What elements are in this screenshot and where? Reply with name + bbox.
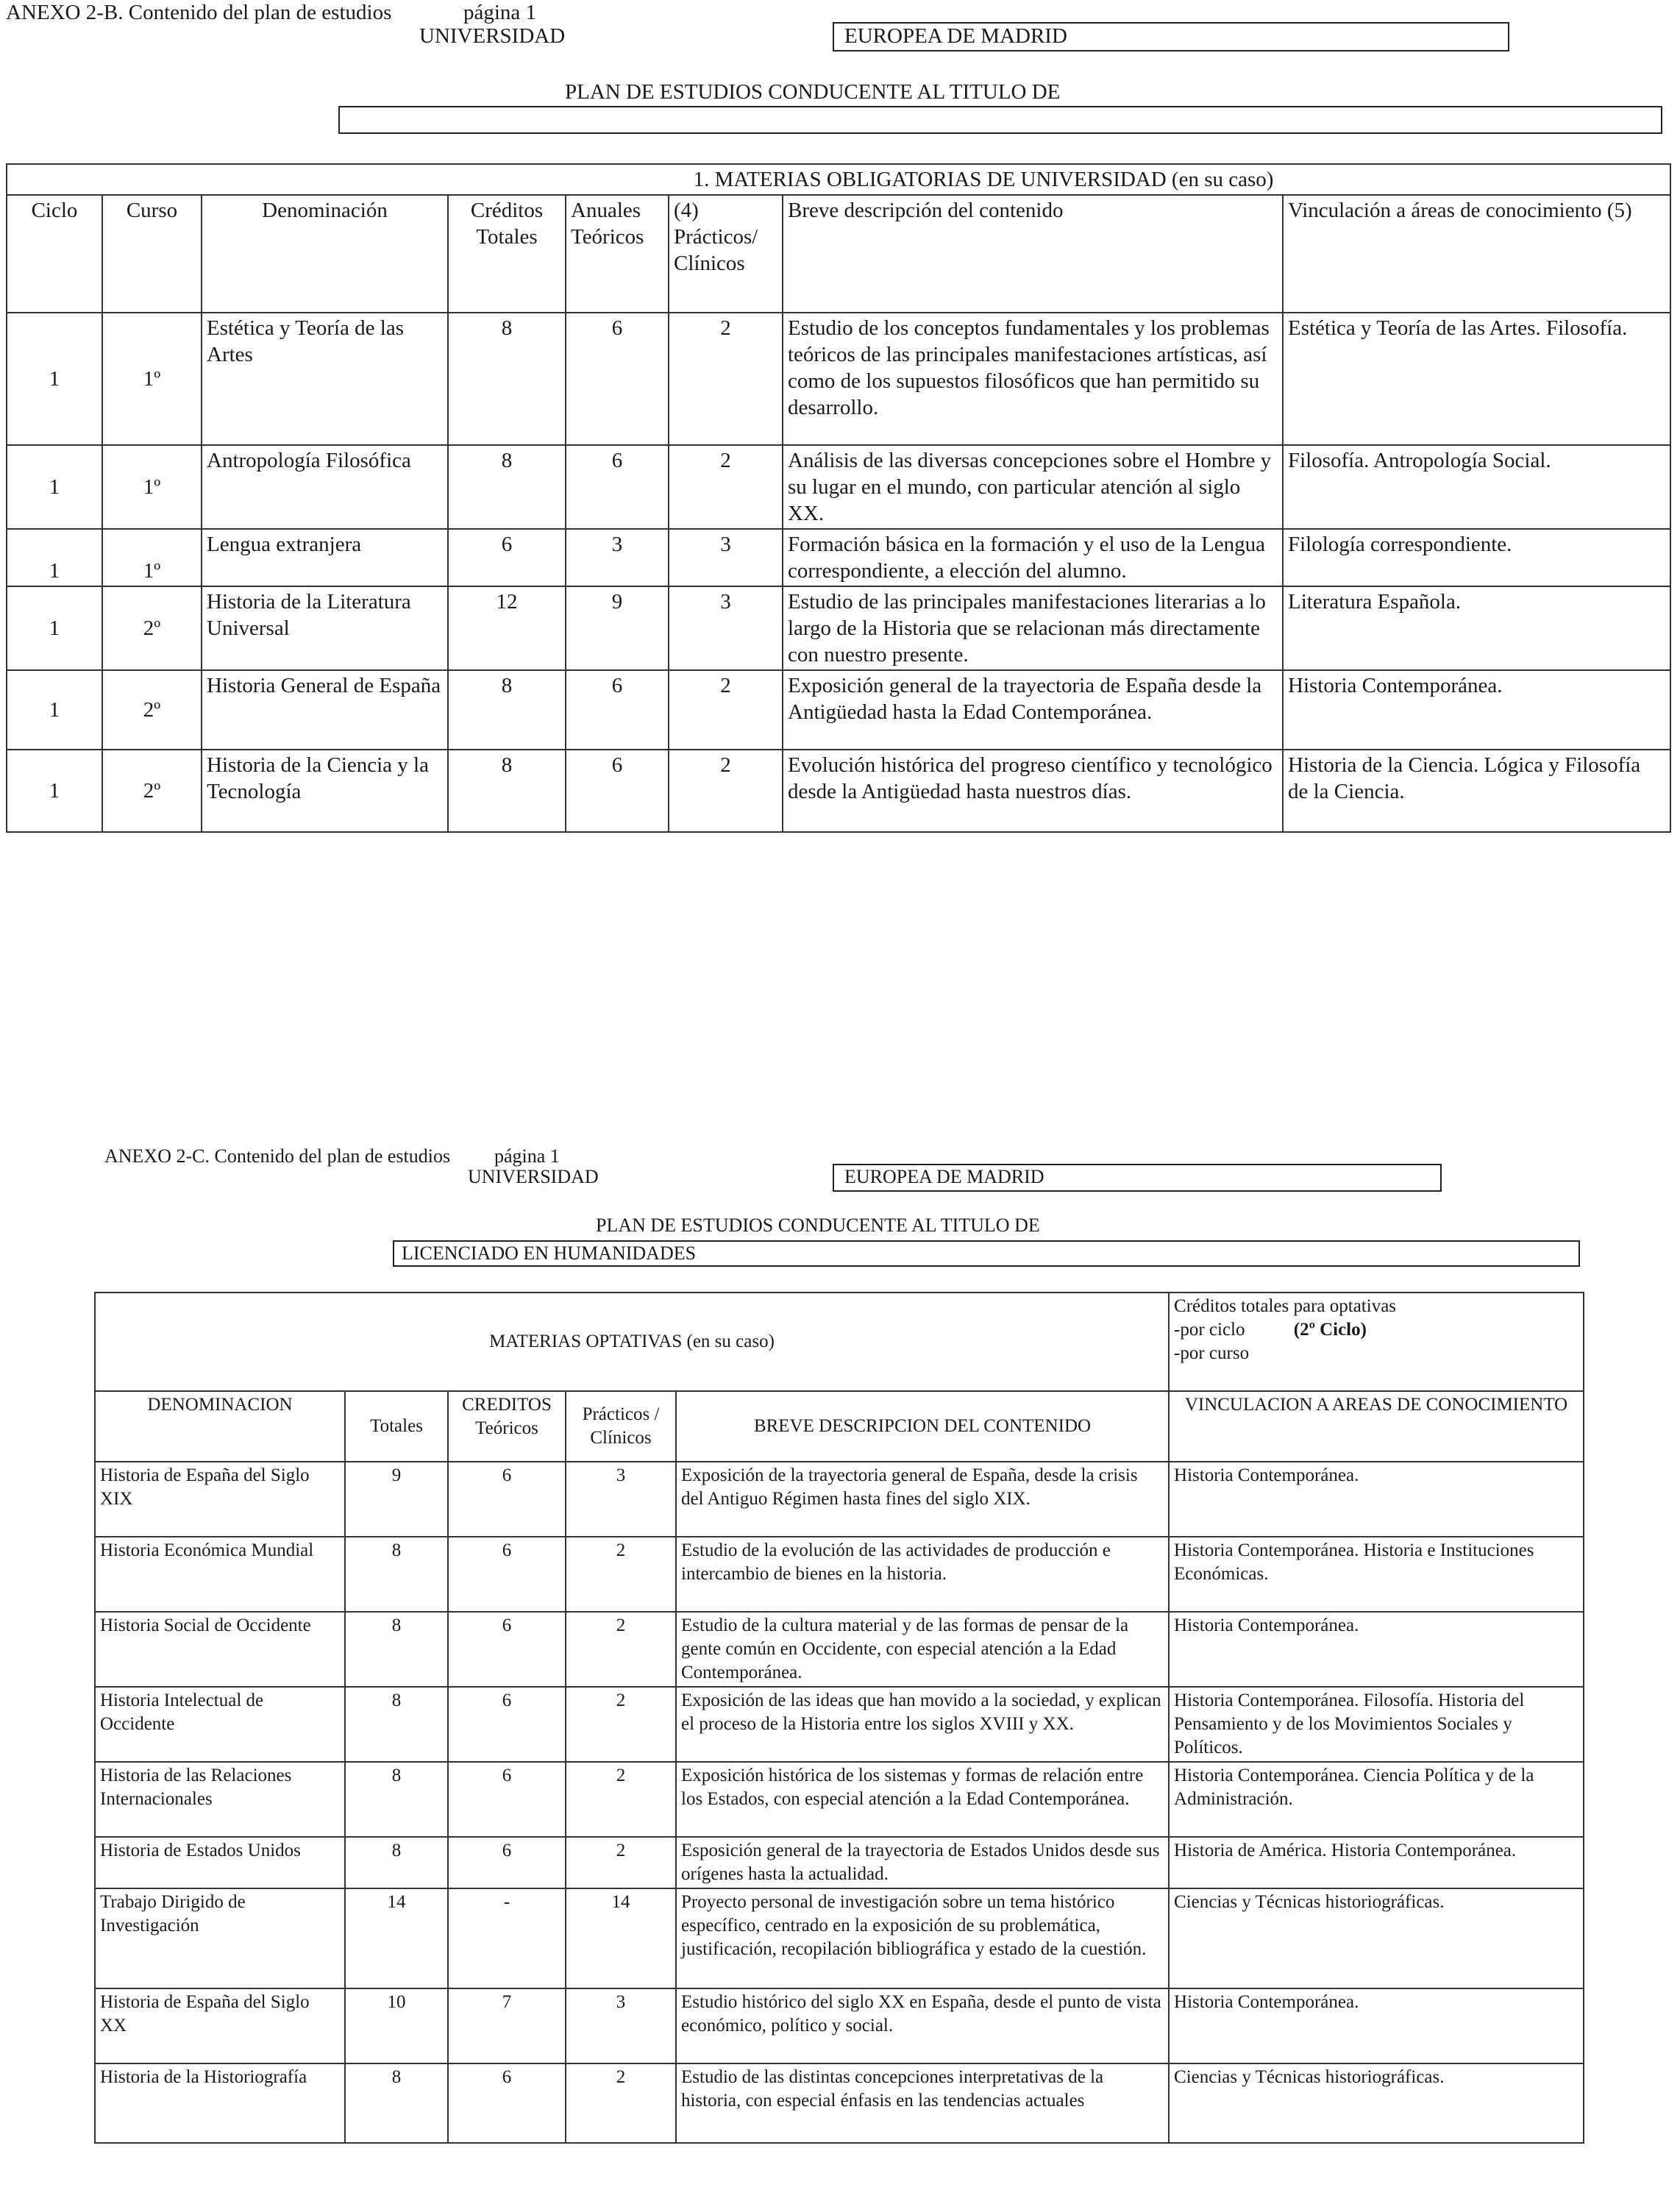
header-creditos-label: CREDITOS bbox=[462, 1395, 552, 1415]
cell-practicos: 2 bbox=[566, 1612, 676, 1687]
cell-teoricos: 6 bbox=[448, 1537, 566, 1612]
cell-ciclo: 1 bbox=[7, 529, 102, 586]
university-value: EUROPEA DE MADRID bbox=[844, 1166, 1044, 1187]
cell-vinculacion: Historia Contemporánea. Historia e Instituciones Económicas. bbox=[1169, 1537, 1584, 1612]
cell-curso: 1º bbox=[102, 313, 202, 445]
cell-descripcion: Exposición de la trayectoria general de España, desde la crisis del Antiguo Régimen hasta fines del siglo XIX. bbox=[676, 1462, 1169, 1537]
cell-descripcion: Proyecto personal de investigación sobre un tema histórico específico, centrado en la exposición de su problemática, justificación, recopilación bibliográfica y estado de la cuestión. bbox=[676, 1888, 1169, 1988]
cell-descripcion: Estudio de los conceptos fundamentales y los problemas teóricos de las principales manifestaciones artísticas, así como de los supuestos filosóficos que han permitido su desarrollo. bbox=[783, 313, 1283, 445]
university-value: EUROPEA DE MADRID bbox=[844, 24, 1067, 48]
cell-descripcion: Formación básica en la formación y el uso de la Lengua correspondiente, a elección del alumno. bbox=[783, 529, 1283, 586]
cell-totales: 8 bbox=[448, 445, 566, 529]
cell-practicos: 3 bbox=[669, 529, 783, 586]
cell-teoricos: 6 bbox=[448, 1462, 566, 1537]
cell-denominacion: Historia de las Relaciones Internacionales bbox=[95, 1762, 345, 1837]
header-denominacion: Denominación bbox=[202, 195, 448, 313]
cell-curso: 1º bbox=[102, 529, 202, 586]
header-vinculacion: VINCULACION A AREAS DE CONOCIMIENTO bbox=[1169, 1391, 1584, 1462]
table-row bbox=[95, 1612, 1584, 1687]
header-creditos bbox=[448, 1391, 566, 1462]
section-title: 1. MATERIAS OBLIGATORIAS DE UNIVERSIDAD (en su caso) bbox=[7, 164, 1670, 195]
cell-vinculacion: Ciencias y Técnicas historiográficas. bbox=[1169, 2063, 1584, 2143]
cell-teoricos: 6 bbox=[566, 313, 669, 445]
cell-descripcion: Estudio de la evolución de las actividades de producción e intercambio de bienes en la historia. bbox=[676, 1537, 1169, 1612]
cell-vinculacion: Historia Contemporánea. Ciencia Política y de la Administración. bbox=[1169, 1762, 1584, 1837]
cell-totales: 8 bbox=[345, 1687, 448, 1762]
header-vinculacion: Vinculación a áreas de conocimiento (5) bbox=[1283, 195, 1670, 313]
cell-practicos: 2 bbox=[566, 1762, 676, 1837]
cell-teoricos: 6 bbox=[448, 1762, 566, 1837]
cell-teoricos: 6 bbox=[448, 2063, 566, 2143]
cell-descripcion: Esposición general de la trayectoria de Estados Unidos desde sus orígenes hasta la actualidad. bbox=[676, 1837, 1169, 1888]
cell-teoricos: 6 bbox=[566, 750, 669, 832]
annex-label: ANEXO 2-C. Contenido del plan de estudios bbox=[104, 1145, 451, 1167]
header-practicos: Prácticos / Clínicos bbox=[566, 1391, 676, 1462]
cell-practicos: 14 bbox=[566, 1888, 676, 1988]
cell-descripcion: Estudio de la cultura material y de las formas de pensar de la gente común en Occidente, con especial atención a la Edad Contemporánea. bbox=[676, 1612, 1169, 1687]
cell-ciclo: 1 bbox=[7, 445, 102, 529]
credits-line2-value: (2º Ciclo) bbox=[1293, 1320, 1367, 1340]
cell-teoricos: 7 bbox=[448, 1988, 566, 2063]
header-anuales-teoricos: Anuales Teóricos bbox=[566, 195, 669, 313]
cell-vinculacion: Literatura Española. bbox=[1283, 586, 1670, 670]
cell-vinculacion: Filología correspondiente. bbox=[1283, 529, 1670, 586]
cell-vinculacion: Historia Contemporánea. bbox=[1169, 1462, 1584, 1537]
cell-totales: 8 bbox=[345, 1612, 448, 1687]
table-row bbox=[95, 1988, 1584, 2063]
cell-totales: 8 bbox=[448, 313, 566, 445]
table-row bbox=[95, 2063, 1584, 2143]
cell-descripcion: Estudio de las distintas concepciones interpretativas de la historia, con especial énfasis en las tendencias actuales bbox=[676, 2063, 1169, 2143]
credits-line2: -por ciclo bbox=[1174, 1320, 1245, 1340]
cell-totales: 8 bbox=[345, 1537, 448, 1612]
cell-practicos: 2 bbox=[669, 670, 783, 750]
cell-descripcion: Exposición de las ideas que han movido a la sociedad, y explican el proceso de la Historia entre los siglos XVIII y XX. bbox=[676, 1687, 1169, 1762]
table-row bbox=[7, 586, 1670, 670]
cell-vinculacion: Historia Contemporánea. bbox=[1169, 1988, 1584, 2063]
cell-teoricos: 6 bbox=[566, 670, 669, 750]
credits-line3: -por curso bbox=[1174, 1343, 1250, 1363]
table-row bbox=[95, 1762, 1584, 1837]
university-label: UNIVERSIDAD bbox=[468, 1166, 599, 1187]
optional-subjects-table bbox=[94, 1292, 1584, 2144]
cell-denominacion: Antropología Filosófica bbox=[202, 445, 448, 529]
header-practicos: (4) Prácticos/ Clínicos bbox=[669, 195, 783, 313]
cell-practicos: 2 bbox=[566, 2063, 676, 2143]
cell-practicos: 3 bbox=[669, 586, 783, 670]
cell-curso: 2º bbox=[102, 670, 202, 750]
header-descripcion: Breve descripción del contenido bbox=[783, 195, 1283, 313]
credits-box bbox=[1169, 1293, 1584, 1391]
plan-title: PLAN DE ESTUDIOS CONDUCENTE AL TITULO DE bbox=[565, 80, 1061, 104]
cell-ciclo: 1 bbox=[7, 313, 102, 445]
header-creditos-totales: Créditos Totales bbox=[448, 195, 566, 313]
table-row bbox=[7, 529, 1670, 586]
cell-teoricos: 6 bbox=[448, 1837, 566, 1888]
cell-totales: 8 bbox=[448, 750, 566, 832]
cell-practicos: 3 bbox=[566, 1462, 676, 1537]
cell-vinculacion: Estética y Teoría de las Artes. Filosofía. bbox=[1283, 313, 1670, 445]
cell-descripcion: Exposición histórica de los sistemas y formas de relación entre los Estados, con especial atención a la Edad Contemporánea. bbox=[676, 1762, 1169, 1837]
page-label: página 1 bbox=[494, 1145, 560, 1167]
cell-practicos: 3 bbox=[566, 1988, 676, 2063]
cell-totales: 8 bbox=[345, 1837, 448, 1888]
cell-curso: 1º bbox=[102, 445, 202, 529]
header-descripcion: BREVE DESCRIPCION DEL CONTENIDO bbox=[676, 1391, 1169, 1462]
cell-vinculacion: Historia de la Ciencia. Lógica y Filosofía de la Ciencia. bbox=[1283, 750, 1670, 832]
cell-practicos: 2 bbox=[566, 1537, 676, 1612]
cell-practicos: 2 bbox=[669, 445, 783, 529]
cell-practicos: 2 bbox=[669, 313, 783, 445]
cell-descripcion: Exposición general de la trayectoria de España desde la Antigüedad hasta la Edad Contemporánea. bbox=[783, 670, 1283, 750]
cell-ciclo: 1 bbox=[7, 750, 102, 832]
credits-line1: Créditos totales para optativas bbox=[1174, 1296, 1397, 1316]
cell-ciclo: 1 bbox=[7, 670, 102, 750]
cell-denominacion: Historia de España del Siglo XIX bbox=[95, 1462, 345, 1537]
cell-curso: 2º bbox=[102, 586, 202, 670]
table-row bbox=[95, 1687, 1584, 1762]
cell-ciclo: 1 bbox=[7, 586, 102, 670]
cell-denominacion: Historia de la Ciencia y la Tecnología bbox=[202, 750, 448, 832]
cell-vinculacion: Historia de América. Historia Contemporánea. bbox=[1169, 1837, 1584, 1888]
university-field bbox=[833, 22, 1509, 51]
table-row bbox=[95, 1837, 1584, 1888]
cell-vinculacion: Historia Contemporánea. bbox=[1169, 1612, 1584, 1687]
cell-denominacion: Historia de España del Siglo XX bbox=[95, 1988, 345, 2063]
cell-denominacion: Historia Social de Occidente bbox=[95, 1612, 345, 1687]
cell-denominacion: Historia Intelectual de Occidente bbox=[95, 1687, 345, 1762]
table-row bbox=[7, 313, 1670, 445]
cell-vinculacion: Filosofía. Antropología Social. bbox=[1283, 445, 1670, 529]
cell-denominacion: Historia de la Literatura Universal bbox=[202, 586, 448, 670]
cell-practicos: 2 bbox=[669, 750, 783, 832]
cell-descripcion: Análisis de las diversas concepciones sobre el Hombre y su lugar en el mundo, con particular atención al siglo XX. bbox=[783, 445, 1283, 529]
cell-denominacion: Historia General de España bbox=[202, 670, 448, 750]
header-ciclo: Ciclo bbox=[7, 195, 102, 313]
cell-descripcion: Estudio histórico del siglo XX en España, desde el punto de vista económico, político y social. bbox=[676, 1988, 1169, 2063]
cell-descripcion: Evolución histórica del progreso científico y tecnológico desde la Antigüedad hasta nuestros días. bbox=[783, 750, 1283, 832]
cell-teoricos: 6 bbox=[566, 445, 669, 529]
cell-practicos: 2 bbox=[566, 1687, 676, 1762]
cell-denominacion: Historia Económica Mundial bbox=[95, 1537, 345, 1612]
cell-totales: 6 bbox=[448, 529, 566, 586]
university-field bbox=[833, 1164, 1442, 1192]
cell-teoricos: 3 bbox=[566, 529, 669, 586]
degree-value: LICENCIADO EN HUMANIDADES bbox=[402, 1242, 697, 1264]
header-totales: Totales bbox=[345, 1391, 448, 1462]
annex-label: ANEXO 2-B. Contenido del plan de estudios bbox=[6, 1, 392, 24]
degree-field bbox=[338, 106, 1662, 134]
cell-teoricos: 6 bbox=[448, 1687, 566, 1762]
cell-denominacion: Historia de la Historiografía bbox=[95, 2063, 345, 2143]
cell-teoricos: 6 bbox=[448, 1612, 566, 1687]
page-label: página 1 bbox=[463, 1, 537, 24]
cell-totales: 8 bbox=[345, 2063, 448, 2143]
cell-descripcion: Estudio de las principales manifestaciones literarias a lo largo de la Historia que se relacionan más directamente con nuestro presente. bbox=[783, 586, 1283, 670]
cell-totales: 12 bbox=[448, 586, 566, 670]
table-row bbox=[7, 445, 1670, 529]
cell-practicos: 2 bbox=[566, 1837, 676, 1888]
university-label: UNIVERSIDAD bbox=[419, 24, 566, 48]
cell-vinculacion: Historia Contemporánea. Filosofía. Historia del Pensamiento y de los Movimientos Sociales y Políticos. bbox=[1169, 1687, 1584, 1762]
cell-denominacion: Trabajo Dirigido de Investigación bbox=[95, 1888, 345, 1988]
cell-denominacion: Lengua extranjera bbox=[202, 529, 448, 586]
cell-totales: 8 bbox=[345, 1762, 448, 1837]
cell-vinculacion: Historia Contemporánea. bbox=[1283, 670, 1670, 750]
header-teoricos: Teóricos bbox=[475, 1418, 538, 1438]
degree-field bbox=[393, 1240, 1580, 1267]
header-denominacion: DENOMINACION bbox=[95, 1391, 345, 1462]
plan-title: PLAN DE ESTUDIOS CONDUCENTE AL TITULO DE bbox=[596, 1215, 1040, 1236]
table-row bbox=[95, 1462, 1584, 1537]
header-curso: Curso bbox=[102, 195, 202, 313]
cell-teoricos: - bbox=[448, 1888, 566, 1988]
cell-denominacion: Historia de Estados Unidos bbox=[95, 1837, 345, 1888]
mandatory-subjects-table bbox=[6, 163, 1671, 833]
cell-vinculacion: Ciencias y Técnicas historiográficas. bbox=[1169, 1888, 1584, 1988]
table-row bbox=[7, 670, 1670, 750]
cell-totales: 14 bbox=[345, 1888, 448, 1988]
cell-totales: 8 bbox=[448, 670, 566, 750]
cell-totales: 9 bbox=[345, 1462, 448, 1537]
cell-curso: 2º bbox=[102, 750, 202, 832]
cell-denominacion: Estética y Teoría de las Artes bbox=[202, 313, 448, 445]
section-title: MATERIAS OPTATIVAS (en su caso) bbox=[95, 1293, 1169, 1391]
table-row bbox=[7, 750, 1670, 832]
table-row bbox=[95, 1888, 1584, 1988]
table-row bbox=[95, 1537, 1584, 1612]
cell-totales: 10 bbox=[345, 1988, 448, 2063]
cell-teoricos: 9 bbox=[566, 586, 669, 670]
